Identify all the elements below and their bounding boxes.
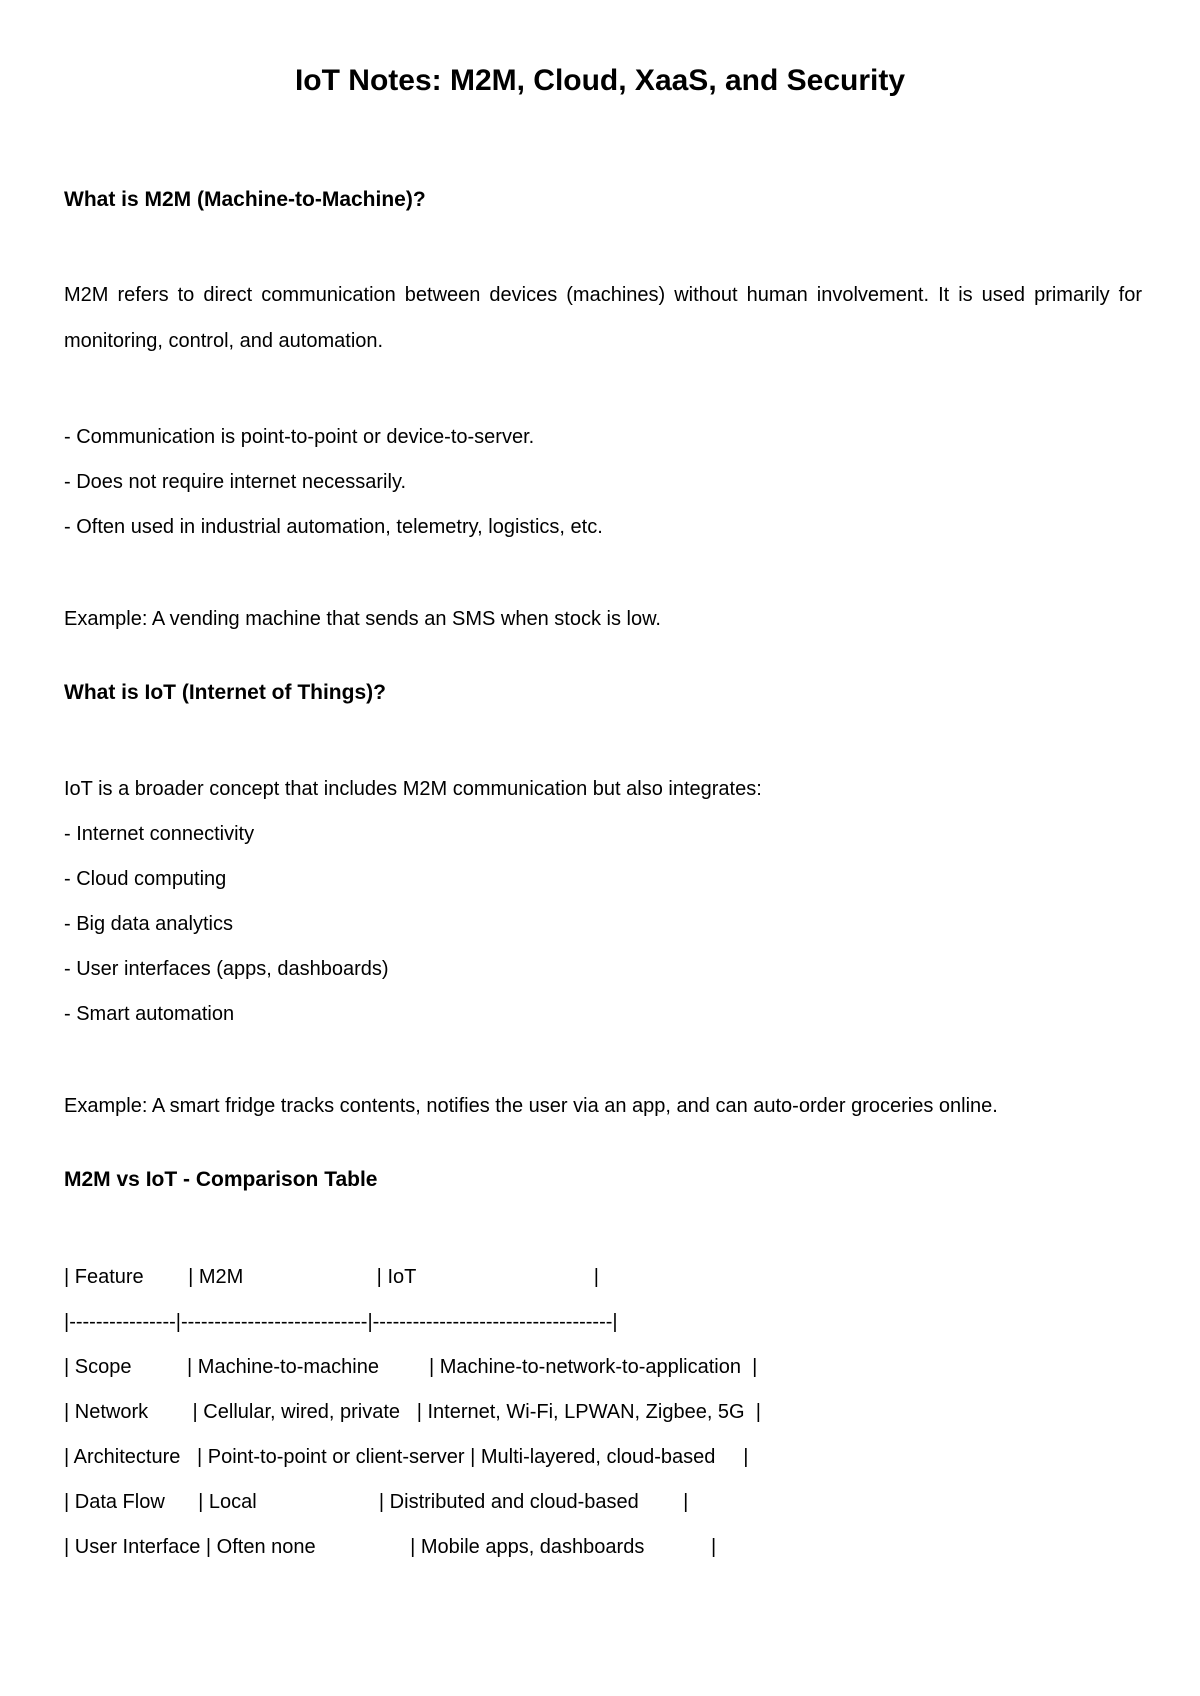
table-row: | User Interface | Often none | Mobile apps, dashboards | [64,1536,717,1558]
m2m-bullet: - Communication is point-to-point or device-to-server. [64,426,535,448]
comparison-heading: M2M vs IoT - Comparison Table [64,1168,378,1191]
table-row: | Architecture | Point-to-point or client-server | Multi-layered, cloud-based | [64,1446,749,1468]
m2m-example: Example: A vending machine that sends an SMS when stock is low. [64,608,661,630]
m2m-intro-paragraph: M2M refers to direct communication between devices (machines) without human involvement. It is used primarily for monitoring, control, and automation. [64,284,1142,352]
m2m-heading: What is M2M (Machine-to-Machine)? [64,188,426,211]
iot-bullet: - Internet connectivity [64,823,255,845]
iot-intro: IoT is a broader concept that includes M2M communication but also integrates: [64,778,762,800]
iot-bullet: - User interfaces (apps, dashboards) [64,958,389,980]
iot-bullet: - Big data analytics [64,913,233,935]
iot-bullet: - Cloud computing [64,868,227,890]
m2m-bullet: - Does not require internet necessarily. [64,471,407,493]
iot-heading: What is IoT (Internet of Things)? [64,681,386,704]
table-row: |----------------|----------------------------|------------------------------------| [64,1311,618,1333]
iot-bullet: - Smart automation [64,1003,235,1025]
iot-example: Example: A smart fridge tracks contents, notifies the user via an app, and can auto-order groceries online. [64,1095,998,1117]
table-row: | Network | Cellular, wired, private | Internet, Wi-Fi, LPWAN, Zigbee, 5G | [64,1401,761,1423]
m2m-bullet: - Often used in industrial automation, telemetry, logistics, etc. [64,516,603,538]
document-title: IoT Notes: M2M, Cloud, XaaS, and Security [294,64,906,97]
table-row: | Scope | Machine-to-machine | Machine-to-network-to-application | [64,1356,758,1378]
table-row: | Feature | M2M | IoT | [64,1266,599,1288]
table-row: | Data Flow | Local | Distributed and cloud-based | [64,1491,689,1513]
